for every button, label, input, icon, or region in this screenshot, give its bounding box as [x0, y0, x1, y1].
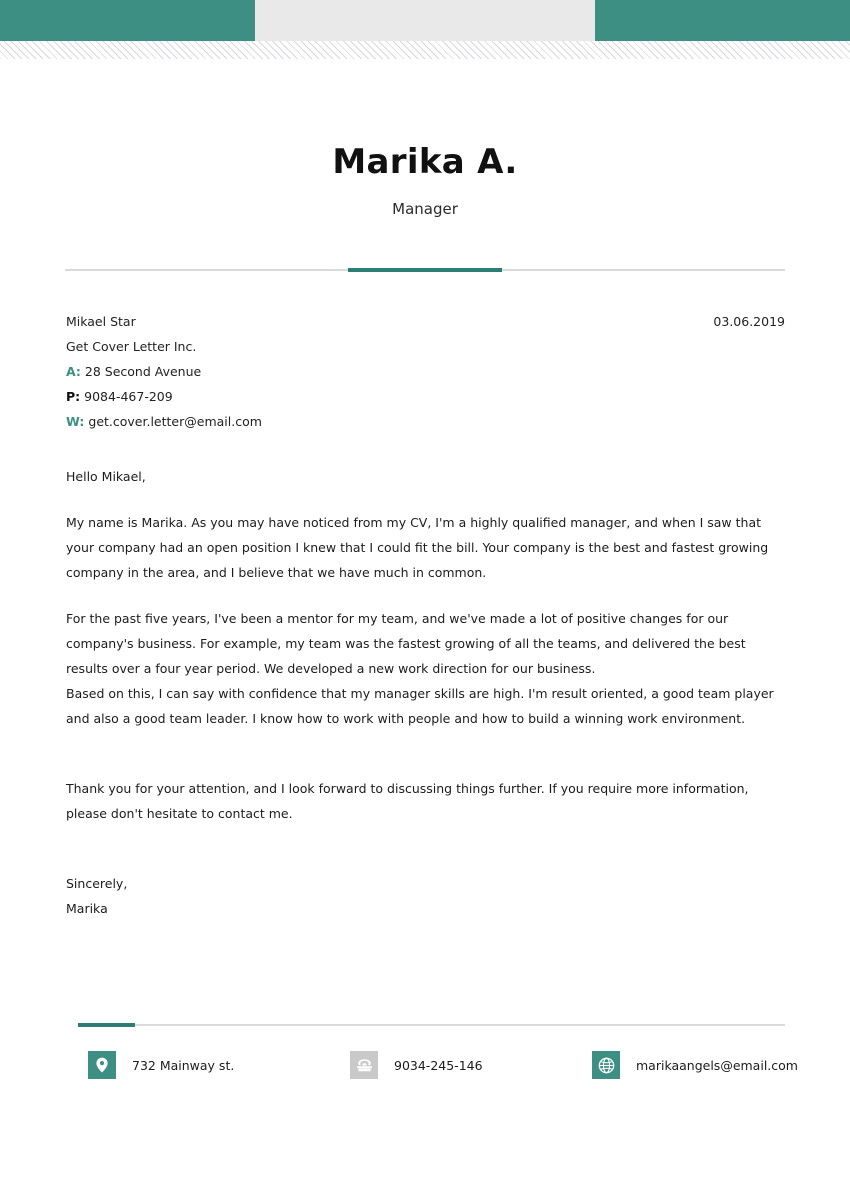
address-label: A: — [66, 364, 81, 379]
footer-contact-phone — [350, 1050, 483, 1080]
footer-phone-text: 9034-245-146 — [394, 1057, 483, 1073]
top-band-block-middle — [255, 0, 595, 41]
paragraph-1: My name is Marika. As you may have noticed from my CV, I'm a highly qualified manager, and when I saw that your company had an open position I knew that I could fit the bill. Your company is the best and fastest growing company in the area, and I believe that we have much in common. — [66, 515, 769, 580]
recipient-web-line — [66, 409, 626, 434]
footer-divider-line — [78, 1024, 785, 1026]
web-label: W: — [66, 414, 85, 429]
body-spacer — [66, 752, 784, 776]
footer-address-text: 732 Mainway st. — [132, 1057, 235, 1073]
letter-body — [66, 464, 784, 921]
recipient-web: get.cover.letter@email.com — [88, 414, 262, 429]
recipient-address-line — [66, 359, 626, 384]
paragraph-2: For the past five years, I've been a mentor for my team, and we've made a lot of positive changes for our company's business. For example, my team was the fastest growing of all the teams, and delivered the best results over a four year period. We developed a new work direction for our business. — [66, 611, 746, 676]
recipient-company: Get Cover Letter Inc. — [66, 339, 197, 354]
footer-contact-email — [592, 1050, 798, 1080]
top-band-block-right — [595, 0, 850, 41]
top-decorative-band — [0, 0, 850, 41]
footer-contacts — [78, 1050, 798, 1082]
recipient-name: Mikael Star — [66, 314, 136, 329]
recipient-address: 28 Second Avenue — [84, 364, 202, 379]
globe-icon — [592, 1051, 620, 1079]
recipient-block — [66, 309, 626, 434]
footer-email-text: marikaangels@email.com — [636, 1057, 798, 1073]
applicant-job-title: Manager — [392, 200, 458, 218]
footer-divider-accent — [78, 1023, 135, 1027]
footer-contact-address — [88, 1050, 234, 1080]
signature: Marika — [66, 901, 108, 916]
salutation: Hello Mikael, — [66, 469, 146, 484]
closing-line: Sincerely, — [66, 876, 128, 891]
header-divider — [65, 268, 785, 272]
header-divider-accent — [348, 268, 502, 272]
footer-divider — [78, 1023, 785, 1027]
diagonal-hatch-stripe — [0, 41, 850, 59]
applicant-name: Marika A. — [332, 142, 518, 182]
top-band-block-left — [0, 0, 255, 41]
closing-spacer — [66, 847, 784, 871]
recipient-phone: 9084-467-209 — [84, 389, 173, 404]
paragraph-4: Thank you for your attention, and I look forward to discussing things further. If you require more information, please don't hesitate to contact me. — [66, 781, 749, 821]
recipient-phone-line — [66, 384, 626, 409]
phone-label: P: — [66, 389, 81, 404]
location-pin-icon — [88, 1051, 116, 1079]
telephone-icon — [350, 1051, 378, 1079]
letter-date: 03.06.2019 — [713, 314, 785, 329]
paragraph-3: Based on this, I can say with confidence that my manager skills are high. I'm result oriented, a good team player and also a good team leader. I know how to work with people and how to build a winning work environment. — [66, 686, 774, 726]
letterhead — [0, 140, 850, 220]
